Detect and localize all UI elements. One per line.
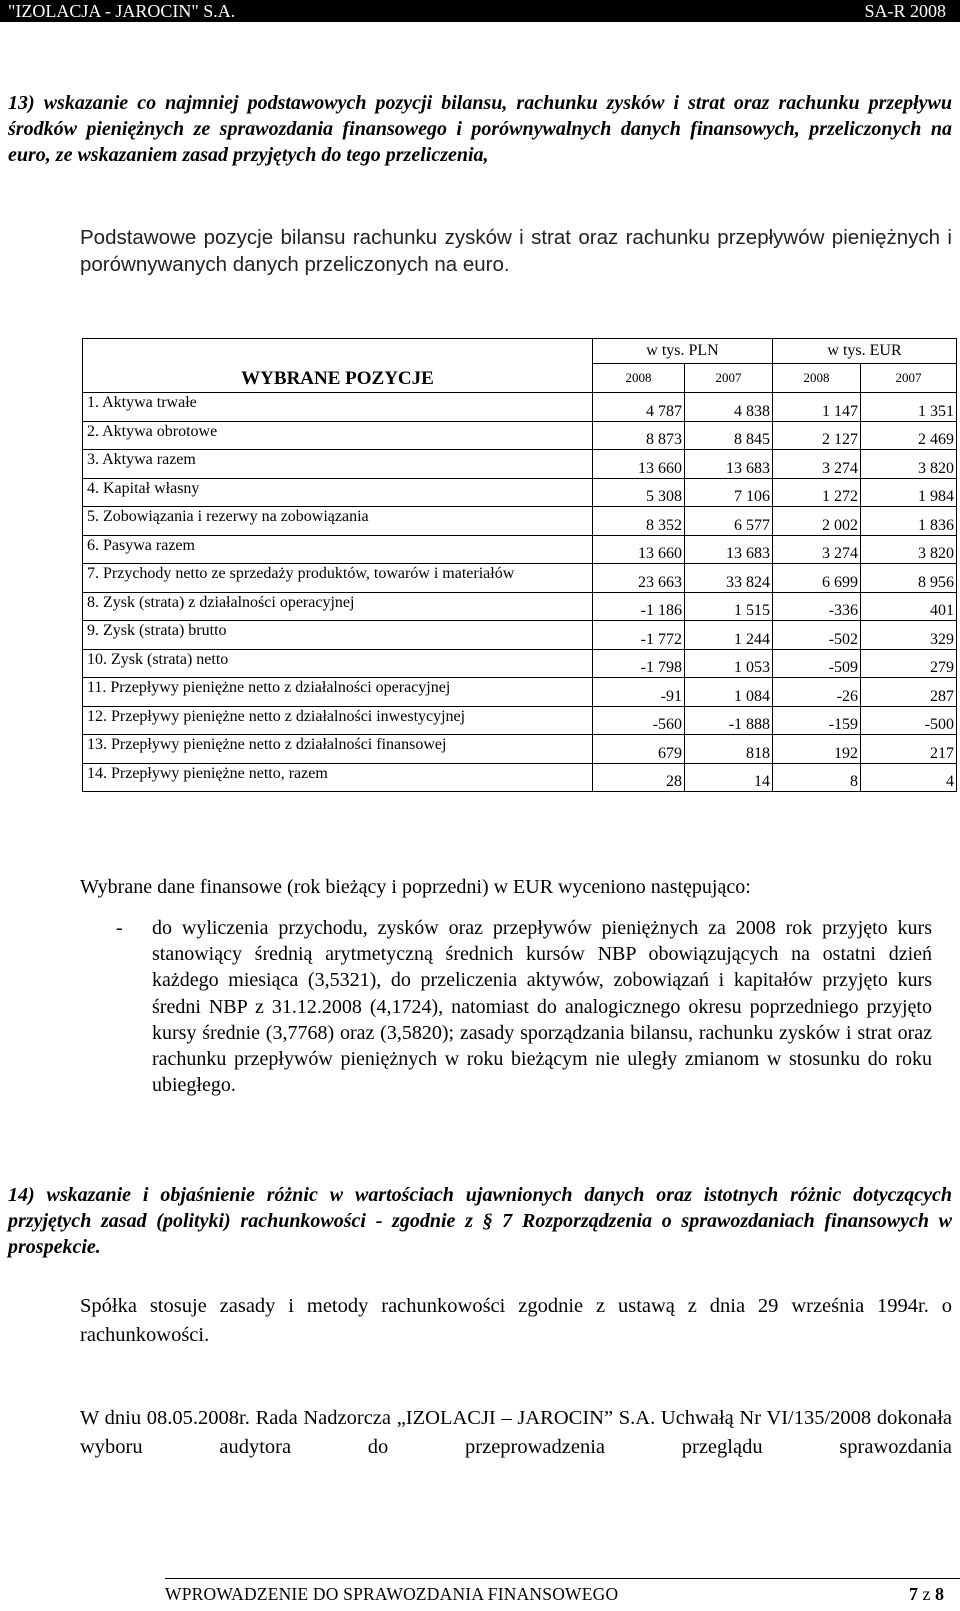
row-value: 2 469 (861, 421, 957, 450)
row-label: 2. Aktywa obrotowe (83, 421, 593, 450)
page-header (0, 0, 960, 22)
row-label: 9. Zysk (strata) brutto (83, 621, 593, 650)
row-value: -500 (861, 706, 957, 735)
row-value: 6 577 (685, 507, 773, 536)
current-page: 7 (909, 1584, 918, 1604)
row-label: 12. Przepływy pieniężne netto z działalności inwestycyjnej (83, 706, 593, 735)
row-value: 1 984 (861, 478, 957, 507)
year-header: 2007 (861, 364, 957, 393)
eur-header: w tys. EUR (773, 339, 957, 364)
row-value: 2 127 (773, 421, 861, 450)
row-value: 4 787 (593, 393, 685, 422)
row-value: 13 660 (593, 535, 685, 564)
table-row (83, 421, 957, 450)
row-value: 5 308 (593, 478, 685, 507)
row-value: 1 147 (773, 393, 861, 422)
total-pages: 8 (935, 1584, 944, 1604)
row-label: 3. Aktywa razem (83, 450, 593, 479)
row-value: 329 (861, 621, 957, 650)
table-row (83, 507, 957, 536)
row-label: 7. Przychody netto ze sprzedaży produktów, towarów i materiałów (83, 564, 593, 593)
page-number (909, 1584, 944, 1605)
row-label: 6. Pasywa razem (83, 535, 593, 564)
row-value: 6 699 (773, 564, 861, 593)
row-value: 401 (861, 592, 957, 621)
row-value: 28 (593, 763, 685, 792)
auditor-choice-text: W dniu 08.05.2008r. Rada Nadzorcza „IZOLACJI – JAROCIN” S.A. Uchwałą Nr VI/135/2008 dokonała wyboru audytora do przeprowadzenia przeglądu sprawozdania (80, 1407, 952, 1458)
row-value: 8 956 (861, 564, 957, 593)
row-value: 13 683 (685, 535, 773, 564)
row-value: -509 (773, 649, 861, 678)
table-row (83, 678, 957, 707)
row-label: 5. Zobowiązania i rezerwy na zobowiązania (83, 507, 593, 536)
table-row (83, 478, 957, 507)
row-label: 13. Przepływy pieniężne netto z działalności finansowej (83, 735, 593, 764)
table-row (83, 649, 957, 678)
year-header: 2008 (773, 364, 861, 393)
row-value: -1 186 (593, 592, 685, 621)
row-value: 4 (861, 763, 957, 792)
row-value: -1 888 (685, 706, 773, 735)
page-separator: z (922, 1584, 931, 1604)
row-value: 33 824 (685, 564, 773, 593)
row-value: -26 (773, 678, 861, 707)
row-value: 1 084 (685, 678, 773, 707)
selected-items-header: WYBRANE POZYCJE (83, 339, 593, 393)
section-13-heading: 13) wskazanie co najmniej podstawowych pozycji bilansu, rachunku zysków i strat oraz rachunku przepływu środków pieniężnych ze sprawozdania finansowego i porównywalnych danych finansowych, przeliczonych na euro, ze wskazaniem zasad przyjętych do tego przeliczenia, (8, 92, 952, 166)
year-header: 2008 (593, 364, 685, 393)
row-value: 13 683 (685, 450, 773, 479)
table-row (83, 735, 957, 764)
row-value: 1 351 (861, 393, 957, 422)
table-row (83, 535, 957, 564)
footer-rule (165, 1578, 960, 1579)
row-value: 217 (861, 735, 957, 764)
row-label: 8. Zysk (strata) z działalności operacyjnej (83, 592, 593, 621)
row-value: 8 873 (593, 421, 685, 450)
row-value: 13 660 (593, 450, 685, 479)
row-value: -1 772 (593, 621, 685, 650)
table-row (83, 592, 957, 621)
eur-note-lead: Wybrane dane finansowe (rok bieżący i poprzedni) w EUR wyceniono następująco: (80, 876, 751, 898)
row-label: 1. Aktywa trwałe (83, 393, 593, 422)
row-value: -336 (773, 592, 861, 621)
row-value: -560 (593, 706, 685, 735)
row-value: 279 (861, 649, 957, 678)
row-value: 3 820 (861, 535, 957, 564)
row-value: -159 (773, 706, 861, 735)
row-value: 4 838 (685, 393, 773, 422)
table-row (83, 450, 957, 479)
accounting-policy-text: Spółka stosuje zasady i metody rachunkowości zgodnie z ustawą z dnia 29 września 1994r. o rachunkowości. (80, 1295, 952, 1346)
row-value: 23 663 (593, 564, 685, 593)
row-value: 1 836 (861, 507, 957, 536)
row-label: 4. Kapitał własny (83, 478, 593, 507)
row-value: 1 053 (685, 649, 773, 678)
row-value: 818 (685, 735, 773, 764)
row-value: 8 845 (685, 421, 773, 450)
row-value: -502 (773, 621, 861, 650)
row-value: 1 272 (773, 478, 861, 507)
section-14-heading: 14) wskazanie i objaśnienie różnic w wartościach ujawnionych danych oraz istotnych różnic dotyczących przyjętych zasad (polityki) rachunkowości - zgodnie z § 7 Rozporządzenia o sprawozdaniach finansowych w prospekcie. (8, 1184, 952, 1258)
row-value: 3 820 (861, 450, 957, 479)
table-header-row (83, 339, 957, 364)
bullet-dash: - (116, 917, 123, 939)
section-13-intro: Podstawowe pozycje bilansu rachunku zysków i strat oraz rachunku przepływów pieniężnych i porównywanych danych przeliczonych na euro. (80, 226, 952, 276)
row-value: 2 002 (773, 507, 861, 536)
row-value: 679 (593, 735, 685, 764)
row-value: 8 352 (593, 507, 685, 536)
table-row (83, 763, 957, 792)
row-value: 3 274 (773, 450, 861, 479)
row-value: 1 244 (685, 621, 773, 650)
row-label: 11. Przepływy pieniężne netto z działalności operacyjnej (83, 678, 593, 707)
row-label: 10. Zysk (strata) netto (83, 649, 593, 678)
row-value: 3 274 (773, 535, 861, 564)
row-value: 14 (685, 763, 773, 792)
table-row (83, 621, 957, 650)
row-value: -1 798 (593, 649, 685, 678)
financial-table (82, 338, 957, 792)
row-value: -91 (593, 678, 685, 707)
row-value: 192 (773, 735, 861, 764)
document-code: SA-R 2008 (864, 1, 946, 21)
row-value: 1 515 (685, 592, 773, 621)
row-value: 8 (773, 763, 861, 792)
row-value: 287 (861, 678, 957, 707)
table-row (83, 564, 957, 593)
row-label: 14. Przepływy pieniężne netto, razem (83, 763, 593, 792)
row-value: 7 106 (685, 478, 773, 507)
eur-method-text: do wyliczenia przychodu, zysków oraz przepływów pieniężnych za 2008 rok przyjęto kurs stanowiący średnią arytmetyczną średnich kursów NBP obowiązujących na ostatni dzień każdego miesiąca (3,5321), do przeliczenia aktywów, zobowiązań i kapitałów przyjęto kurs średni NBP z 31.12.2008 (4,1724), natomiast do analogicznego okresu poprzedniego przyjęto kursy średnie (3,7768) oraz (3,5820); zasady sporządzania bilansu, rachunku zysków i strat oraz rachunku przepływów pieniężnych w roku bieżącym nie uległy zmianom w stosunku do roku ubiegłego. (152, 917, 932, 1097)
year-header: 2007 (685, 364, 773, 393)
table-row (83, 706, 957, 735)
table-row (83, 393, 957, 422)
company-name: "IZOLACJA - JAROCIN" S.A. (8, 1, 236, 21)
footer-title: WPROWADZENIE DO SPRAWOZDANIA FINANSOWEGO (165, 1584, 619, 1604)
pln-header: w tys. PLN (593, 339, 773, 364)
